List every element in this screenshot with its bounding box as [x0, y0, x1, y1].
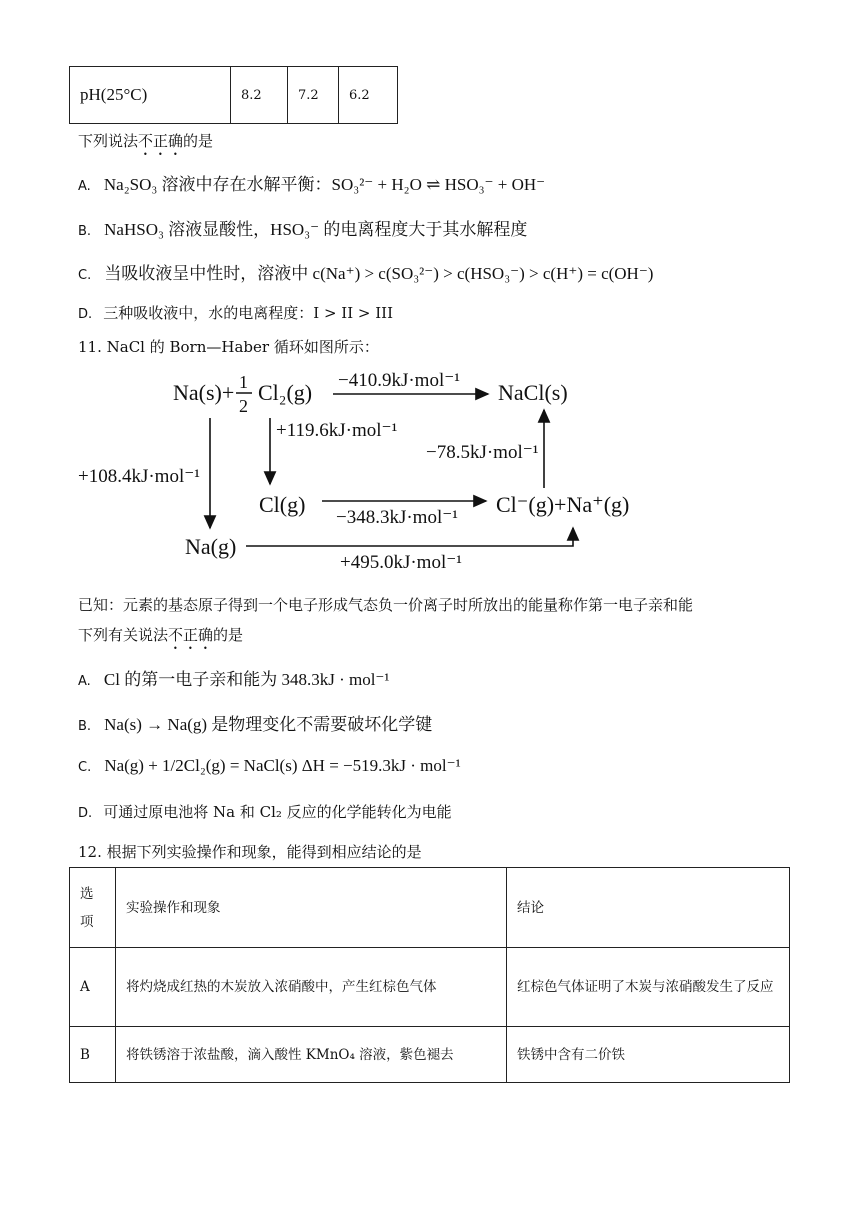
q11-known: 已知：元素的基态原子得到一个电子形成气态负一价离子时所放出的能量称作第一电子亲和能 [78, 596, 694, 614]
row-operation: 将灼烧成红热的木炭放入浓硝酸中，产生红棕色气体 [116, 948, 507, 1027]
q10-option-a: A. Na₂SO₃ 溶液中存在水解平衡：SO₃²⁻ + H₂O ⇌ HSO₃⁻ + OH⁻ [78, 175, 546, 194]
arrow-ionization [246, 528, 573, 546]
q11-option-b: B. Na(s) → Na(g) 是物理变化不需要破坏化学键 [78, 715, 433, 734]
table-row [70, 948, 790, 1027]
species-cl2-g: Cl₂(g) [258, 380, 313, 405]
header-conclusion: 结论 [507, 868, 790, 948]
row-operation: 将铁锈溶于浓盐酸，滴入酸性 KMnO₄ 溶液，紫色褪去 [116, 1027, 507, 1083]
q10-option-c: C. 当吸收液呈中性时，溶液中 c(Na⁺) > c(SO₃²⁻) > c(HSO₃⁻) > c(H⁺) = c(OH⁻) [78, 264, 654, 283]
row-key: A [70, 948, 116, 1027]
q11-option-d: D. 可通过原电池将 Na 和 Cl₂ 反应的化学能转化为电能 [78, 803, 452, 821]
q11-title: 11. NaCl 的 Born—Haber 循环如图所示： [78, 338, 379, 356]
energy-sublimation: +108.4kJ·mol⁻¹ [78, 466, 200, 487]
q12-title: 12. 根据下列实验操作和现象，能得到相应结论的是 [78, 843, 422, 861]
table-header-row [70, 868, 790, 948]
born-haber-diagram [70, 360, 650, 585]
row-conclusion: 红棕色气体证明了木炭与浓硝酸发生了反应 [507, 948, 790, 1027]
ph-table [69, 66, 398, 124]
q11-prompt: 下列有关说法不正确的是 [78, 626, 244, 644]
header-key: 选 项 [70, 868, 116, 948]
species-na-g: Na(g) [185, 534, 237, 559]
species-na-s: Na(s)+ [173, 380, 235, 405]
row-conclusion: 铁锈中含有二价铁 [507, 1027, 790, 1083]
species-cl-g: Cl(g) [259, 492, 306, 517]
experiment-table [69, 867, 790, 1083]
emphasis-dotted: 不正确 [138, 132, 184, 150]
species-nacl-s: NaCl(s) [498, 380, 568, 405]
q11-option-a: A. Cl 的第一电子亲和能为 348.3kJ · mol⁻¹ [78, 670, 390, 689]
table-row [70, 1027, 790, 1083]
emphasis-dotted: 不正确 [168, 626, 214, 644]
row-key: B [70, 1027, 116, 1083]
energy-electron-affinity: −348.3kJ·mol⁻¹ [336, 507, 458, 528]
fraction-numerator: 1 [239, 372, 248, 392]
q11-option-c: C. Na(g) + 1/2Cl₂(g) = NaCl(s) ΔH = −519.3kJ · mol⁻¹ [78, 756, 461, 775]
header-operation: 实验操作和现象 [116, 868, 507, 948]
species-ions: Cl⁻(g)+Na⁺(g) [496, 492, 630, 517]
q10-prompt: 下列说法不正确的是 [78, 132, 214, 150]
q10-option-b: B. NaHSO₃ 溶液显酸性，HSO₃⁻ 的电离程度大于其水解程度 [78, 220, 528, 239]
ph-value: 7.2 [288, 67, 339, 124]
fraction-denominator: 2 [239, 396, 248, 416]
energy-ionization: +495.0kJ·mol⁻¹ [340, 552, 462, 573]
energy-lattice: −78.5kJ·mol⁻¹ [426, 442, 539, 463]
ph-value: 8.2 [231, 67, 288, 124]
energy-dissociation: +119.6kJ·mol⁻¹ [276, 420, 398, 441]
q10-option-d: D. 三种吸收液中，水的电离程度：I > II > III [78, 304, 394, 322]
ph-value: 6.2 [339, 67, 398, 124]
ph-label: pH(25°C) [70, 67, 231, 124]
energy-formation: −410.9kJ·mol⁻¹ [338, 370, 460, 391]
